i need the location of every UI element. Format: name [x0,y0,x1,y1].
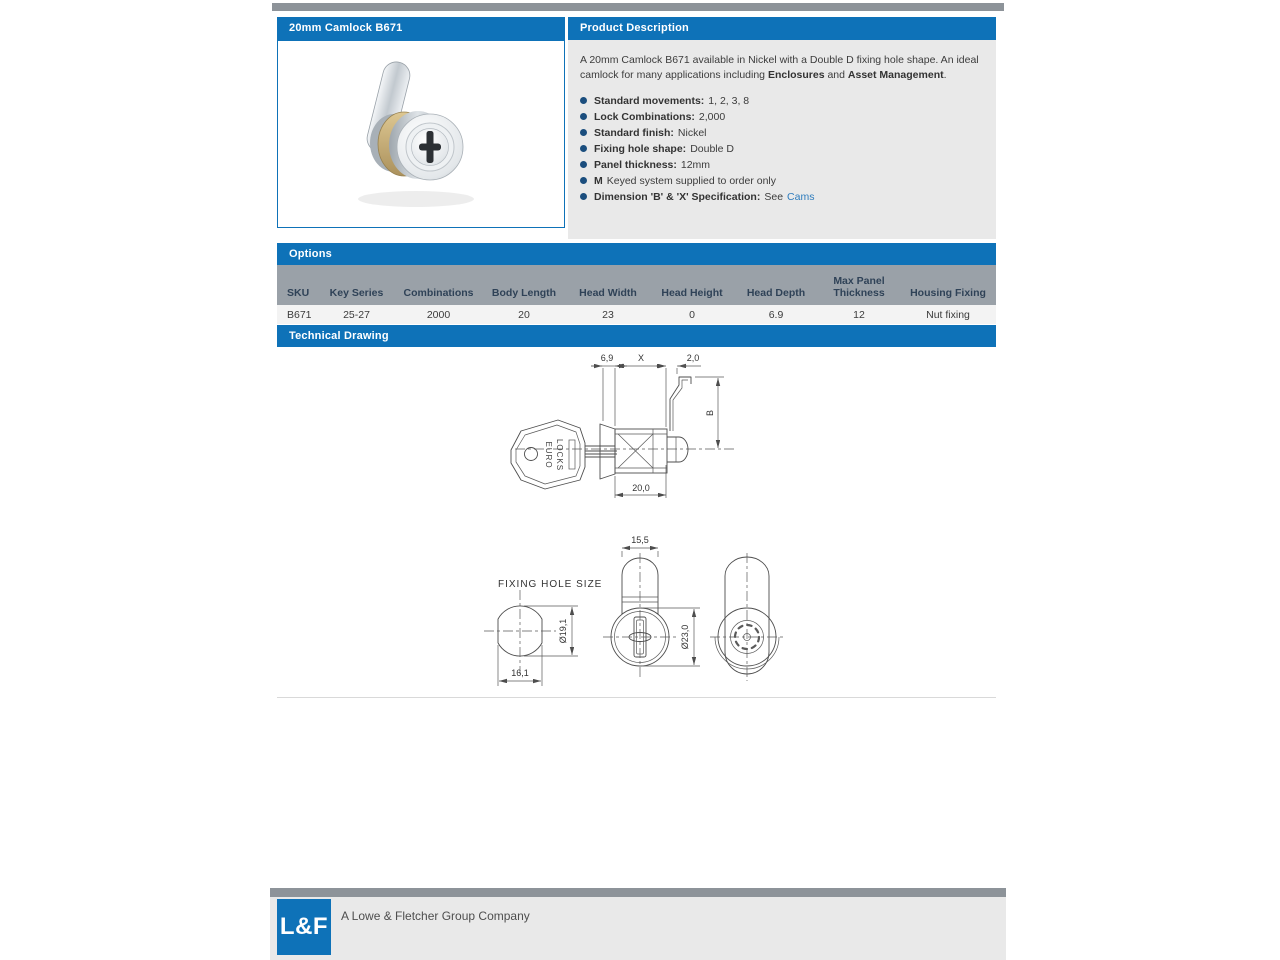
key-brand-locks: LOCKS [554,438,564,472]
front-view-drawing [603,535,700,679]
side-view-drawing [511,353,737,498]
cell-head-width: 23 [566,305,650,324]
dimension-6-9 [591,353,627,426]
product-image-box [277,17,565,228]
footer-divider-bar [270,888,1006,897]
svg-text:15,5: 15,5 [631,535,649,545]
lf-logo: L&F [277,899,331,955]
dimension-b [695,377,724,448]
list-item: Standard finish: Nickel [580,128,980,139]
description-title: Product Description [568,17,996,40]
svg-text:Ø23,0: Ø23,0 [680,624,690,650]
product-title: 20mm Camlock B671 [277,17,565,40]
cell-body-length: 20 [482,305,566,324]
bullet-icon [580,129,587,136]
list-item: Dimension 'B' & 'X' Specification: See Cams [580,192,980,203]
column-header: Key Series [318,265,395,305]
back-view-drawing [710,553,784,681]
dimension-x [615,353,666,427]
column-header: Head Width [566,265,650,305]
dimension-d23-0 [643,608,700,666]
column-header: Max Panel Thickness [818,265,900,305]
options-title: Options [277,243,996,265]
cell-key-series: 25-27 [318,305,395,324]
list-item: Lock Combinations: 2,000 [580,112,980,123]
column-header: Combinations [395,265,482,305]
cell-sku: B671 [277,305,318,324]
svg-text:Ø19,1: Ø19,1 [558,618,568,644]
description-paragraph: A 20mm Camlock B671 available in Nickel with a Double D fixing hole shape. An ideal camlock for many applications including Enclosures and Asset Management. [580,54,979,81]
column-header: Head Depth [734,265,818,305]
dimension-20-0 [615,465,666,498]
cell-housing-fixing: Nut fixing [900,305,996,324]
bullet-icon [580,97,587,104]
fixing-hole-label: FIXING HOLE SIZE [498,579,603,590]
cell-max-panel-thickness: 12 [818,305,900,324]
column-header: SKU [277,265,318,305]
key-brand-euro: EURO [543,441,553,469]
svg-text:20,0: 20,0 [632,483,650,493]
cam-arm-side [670,377,691,431]
column-header: Housing Fixing [900,265,996,305]
cams-link[interactable]: Cams [787,191,815,203]
svg-text:16,1: 16,1 [511,668,529,678]
spec-bullet-list [580,96,980,203]
list-item: Standard movements: 1, 2, 3, 8 [580,96,980,107]
bullet-icon [580,145,587,152]
top-divider-bar [272,3,1004,11]
bullet-icon [580,113,587,120]
cell-head-depth: 6.9 [734,305,818,324]
cell-combinations: 2000 [395,305,482,324]
dimension-2-0 [656,353,701,374]
options-table [277,265,996,324]
section-divider [277,697,996,698]
description-body [568,40,996,239]
bullet-icon [580,161,587,168]
bullet-icon [580,177,587,184]
svg-text:2,0: 2,0 [686,353,700,363]
column-header: Body Length [482,265,566,305]
technical-drawing-title: Technical Drawing [277,325,996,347]
footer-company-text: A Lowe & Fletcher Group Company [341,909,530,923]
list-item: Panel thickness: 12mm [580,160,980,171]
column-header: Head Height [650,265,734,305]
svg-text:X: X [637,353,645,363]
product-photo [278,41,564,227]
cell-head-height: 0 [650,305,734,324]
key-outline [511,420,585,489]
photo-shadow [358,191,474,207]
table-row [277,305,996,324]
list-item: Fixing hole shape: Double D [580,144,980,155]
table-header-row [277,265,996,305]
fixing-hole-drawing [484,579,602,686]
svg-text:6,9: 6,9 [600,353,614,363]
technical-drawing-svg [277,347,996,695]
product-photo-frame [277,40,565,228]
lock-side-body [600,424,688,479]
svg-text:B: B [705,409,715,417]
bullet-icon [580,193,587,200]
product-description-box [568,17,996,239]
list-item: M Keyed system supplied to order only [580,176,980,187]
key-blade [585,446,617,457]
footer [270,897,1006,960]
